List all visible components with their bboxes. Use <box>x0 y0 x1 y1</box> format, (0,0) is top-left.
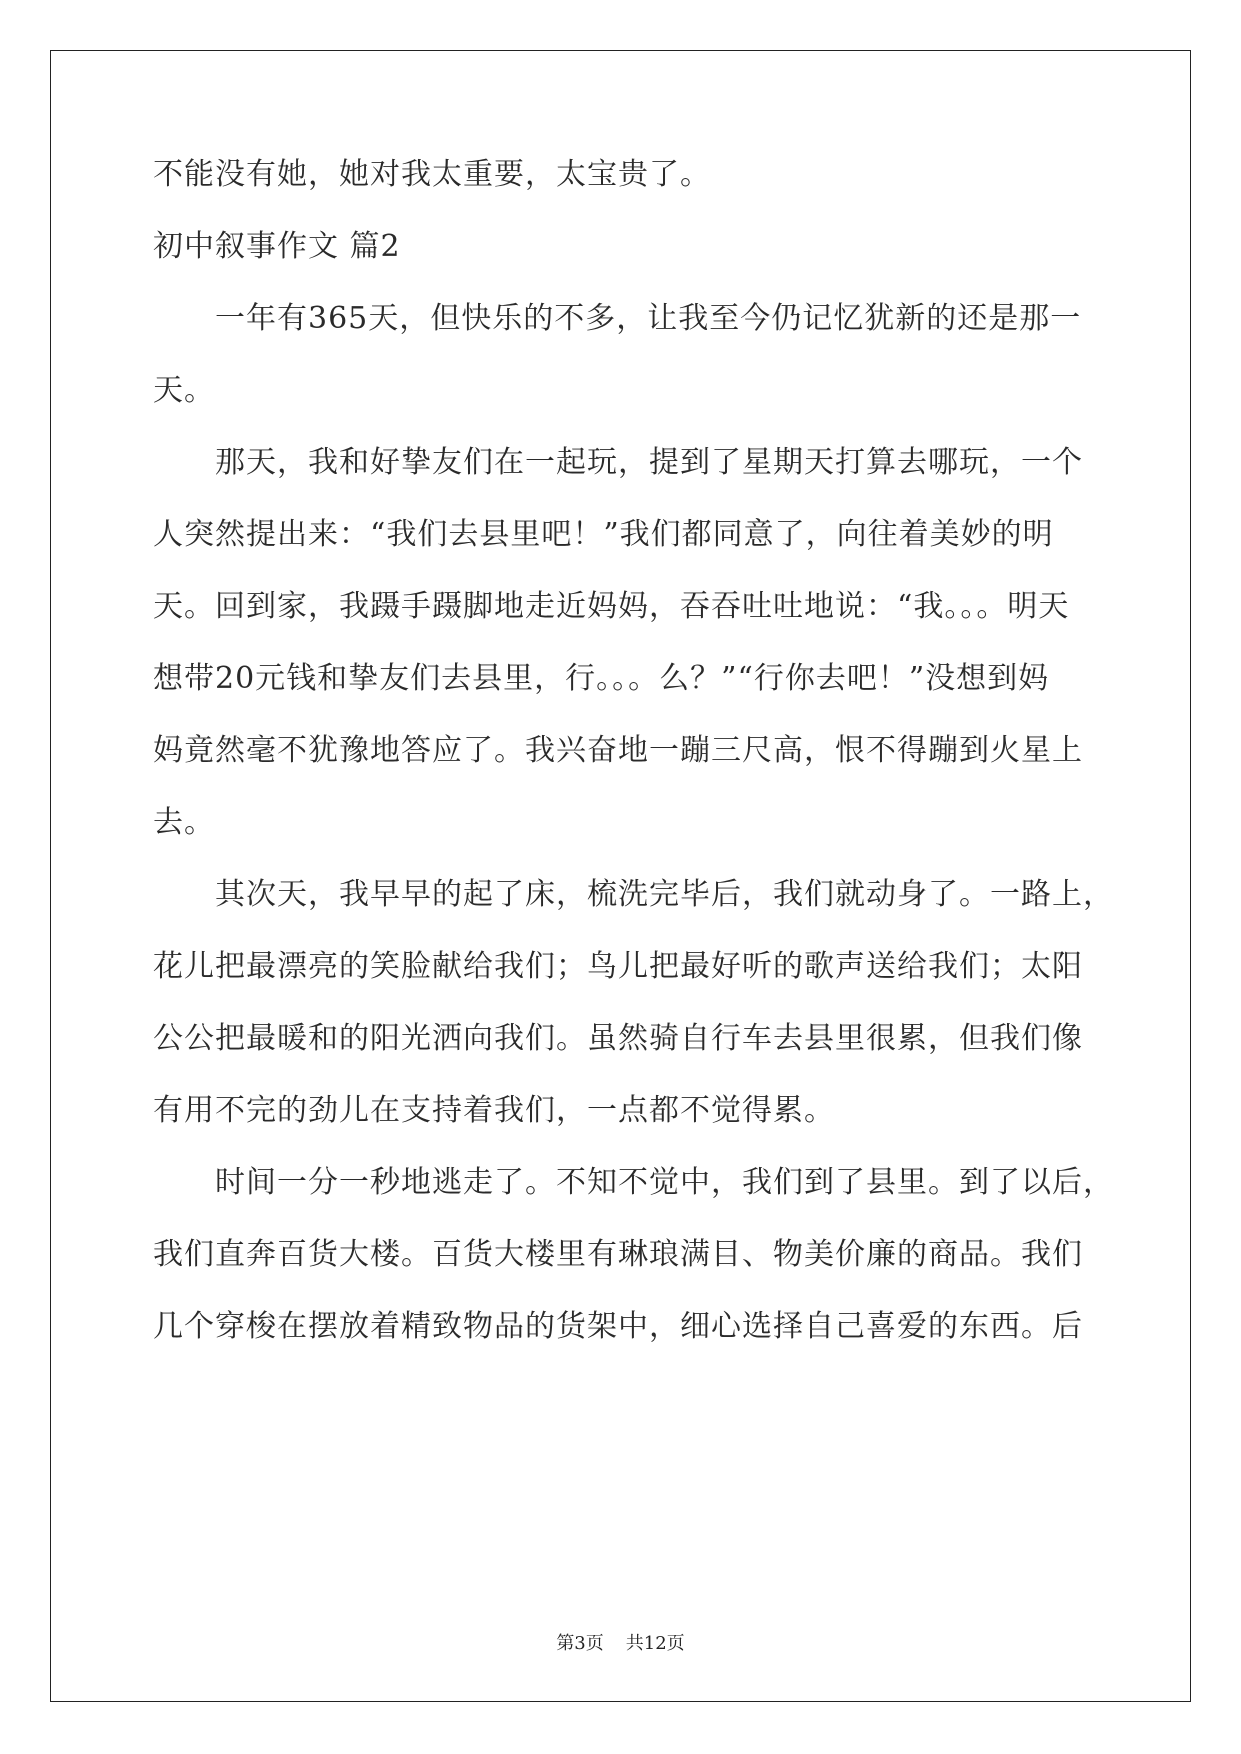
text-line: 不能没有她，她对我太重要，太宝贵了。 <box>153 157 711 192</box>
text-line: 妈竟然毫不犹豫地答应了。我兴奋地一蹦三尺高，恨不得蹦到火星上 <box>153 733 1083 768</box>
page-total: 共12页 <box>625 1633 685 1654</box>
text-line: 有用不完的劲儿在支持着我们，一点都不觉得累。 <box>153 1093 835 1128</box>
page-footer <box>0 1632 1241 1656</box>
text-line: 天。回到家，我蹑手蹑脚地走近妈妈，吞吞吐吐地说：“我。。。明天 <box>153 589 1070 624</box>
text-line: 想带20元钱和挚友们去县里，行。。。么？”“行你去吧！”没想到妈 <box>153 661 1050 696</box>
text-line: 公公把最暖和的阳光洒向我们。虽然骑自行车去县里很累，但我们像 <box>153 1021 1083 1056</box>
text-line: 花儿把最漂亮的笑脸献给我们；鸟儿把最好听的歌声送给我们；太阳 <box>153 949 1083 984</box>
text-line: 几个穿梭在摆放着精致物品的货架中，细心选择自己喜爱的东西。后 <box>153 1309 1083 1344</box>
section-heading: 初中叙事作文 篇2 <box>153 229 401 264</box>
text-line: 天。 <box>153 373 215 408</box>
paragraph-start-line: 一年有365天，但快乐的不多，让我至今仍记忆犹新的还是那一 <box>215 301 1082 336</box>
text-line: 我们直奔百货大楼。百货大楼里有琳琅满目、物美价廉的商品。我们 <box>153 1237 1083 1272</box>
paragraph-start-line: 那天，我和好挚友们在一起玩，提到了星期天打算去哪玩，一个 <box>215 445 1083 480</box>
text-line: 人突然提出来：“我们去县里吧！”我们都同意了，向往着美妙的明 <box>153 517 1054 552</box>
paragraph-start-line: 时间一分一秒地逃走了。不知不觉中，我们到了县里。到了以后， <box>215 1165 1114 1200</box>
paragraph-start-line: 其次天，我早早的起了床，梳洗完毕后，我们就动身了。一路上， <box>215 877 1114 912</box>
page-number: 第3页 <box>556 1633 604 1654</box>
text-line: 去。 <box>153 805 215 840</box>
